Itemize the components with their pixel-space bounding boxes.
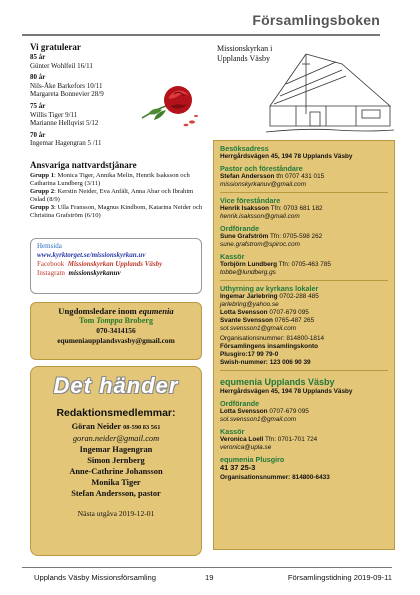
ordforande-email[interactable]: sune.grafstrom@spiroc.com: [220, 241, 301, 248]
member-name: Göran Neider: [71, 422, 122, 431]
member-phone: 08-590 83 561: [123, 424, 161, 431]
birthday-age: 75 år: [30, 101, 46, 110]
facebook-label: Facebook: [37, 260, 65, 268]
redaktion-heading: Redaktionsmedlemmar:: [56, 407, 176, 419]
divider: [220, 192, 388, 193]
birthday-name: Ingemar Hagengran 5 /11: [30, 139, 102, 148]
page-number: 19: [205, 573, 214, 582]
uthyrning-phone: 0765-487 265: [272, 317, 315, 324]
group-text: : Ulla Fransson, Magnus Kindbom, Katarina Neider och Christina Grafström (6/10): [30, 204, 203, 219]
ungdom-email[interactable]: equmeniaupplandsvasby@gmail.com: [57, 336, 175, 345]
equmenia-address: Herrgårdsvägen 45, 194 78 Upplands Väsby: [220, 388, 353, 395]
pastor-name: Stefan Andersson: [220, 173, 275, 180]
equmenia-ordforande-heading: Ordförande: [220, 399, 260, 408]
equmenia-ordforande-email[interactable]: sol.svensson1@gmail.com: [220, 416, 297, 423]
besok-address: Herrgårdsvägen 45, 194 78 Upplands Väsby: [220, 153, 353, 160]
ungdomsledare-box: [30, 302, 202, 360]
birthday-age: 85 år: [30, 53, 46, 61]
vice-heading: Vice föreståndare: [220, 196, 281, 205]
group-label: Grupp 3: [30, 204, 55, 211]
equmenia-kassor-name: Veronica Loell: [220, 436, 264, 443]
instagram-label: Instagram: [37, 269, 65, 277]
birthday-age: 70 år: [30, 130, 46, 139]
uthyrning-heading: Uthyrning av kyrkans lokaler: [220, 284, 319, 293]
divider: [220, 280, 388, 281]
besok-heading: Besöksadress: [220, 144, 269, 153]
instagram-line[interactable]: [37, 269, 195, 278]
org-number: Organisationsnummer: 814800-1814: [220, 335, 325, 342]
ungdom-title-prefix: Ungdomsledare inom: [58, 306, 139, 316]
nattvard-heading: Ansvariga nattvardstjänare: [30, 160, 137, 170]
redaktion-email[interactable]: goran.neider@gmail.com: [72, 434, 160, 443]
pastor-email[interactable]: missionskyrkanuv@gmail.com: [220, 181, 307, 188]
ordforande-name: Sune Grafström: [220, 233, 269, 240]
footer-divider: [22, 567, 392, 568]
uthyrning-phone: 0707-679 095: [267, 309, 309, 316]
uthyrning-name: Ingemar Jarlebring: [220, 293, 278, 300]
ungdom-first-name: Tom: [79, 316, 97, 325]
ordforande-heading: Ordförande: [220, 224, 260, 233]
uthyrning-contact: [220, 317, 388, 325]
equmenia-ordforande-phone: 0707-679 095: [267, 408, 309, 415]
instagram-value: missionskyrkanuv: [68, 269, 121, 277]
redaktion-member: Monika Tiger: [91, 478, 141, 487]
uthyrning-name: Lotta Svensson: [220, 309, 268, 316]
equmenia-ordforande-name: Lotta Svensson: [220, 408, 268, 415]
footer-left: Upplands Väsby Missionsförsamling: [34, 573, 156, 582]
det-hander-title: Det händer: [53, 373, 179, 398]
page-header-title: Församlingsboken: [252, 12, 380, 28]
ungdom-name: [31, 316, 201, 326]
group-text: : Kerstin Neider, Eva Anfält, Anna Abar och Ibrahim Oslad (8/9): [30, 188, 194, 203]
uthyrning-email[interactable]: sol.svensson1@gmail.com: [220, 325, 297, 332]
ungdom-nickname: Tomppa: [96, 316, 123, 325]
vice-email[interactable]: henrik.isaksson@gmail.com: [220, 213, 300, 220]
redaktion-list: [31, 421, 201, 499]
nattvard-section: [30, 160, 210, 220]
equmenia-kassor-contact: [220, 436, 388, 444]
equmenia-plusgiro: 41 37 25-3: [220, 463, 256, 472]
birthday-name: Margareta Bonnevier 28/9: [30, 90, 104, 99]
kassor-contact: [220, 261, 388, 269]
vice-contact: [220, 205, 388, 213]
insamling-heading: Församlingens insamlingskonto: [220, 343, 319, 350]
group-label: Grupp 2: [30, 188, 55, 195]
birthday-group: [30, 53, 200, 70]
vice-name: Henrik Isaksson: [220, 205, 270, 212]
plusgiro: Plusgiro:17 99 79-0: [220, 351, 279, 358]
uthyrning-contact: [220, 309, 388, 317]
nattvard-group: [30, 204, 210, 220]
gratulerar-heading: Vi gratulerar: [30, 42, 81, 52]
equmenia-kassor-email[interactable]: veronica@upla.se: [220, 444, 272, 451]
equmenia-kassor-heading: Kassör: [220, 427, 245, 436]
equmenia-heading: equmenia Upplands Väsby: [220, 377, 335, 387]
ordforande-phone: Tfn: 0705-598 262: [268, 233, 323, 240]
kassor-phone: Tfn: 0705-463 785: [277, 261, 331, 268]
equmenia-plusgiro-heading: equmenia Plusgiro: [220, 455, 285, 464]
birthday-group: [30, 131, 200, 148]
birthday-name: Nils-Åke Barkefors 10/11: [30, 81, 103, 90]
kassor-email[interactable]: tobbe@lundberg.gs: [220, 269, 276, 276]
uthyrning-phone: 0702-288 485: [277, 293, 319, 300]
nattvard-group: [30, 188, 210, 204]
church-drawing: [266, 44, 394, 136]
birthday-name: Willis Tiger 9/11: [30, 110, 78, 119]
redaktion-member: Simon Jernberg: [87, 456, 145, 465]
vice-phone: Tfn: 0703 681 182: [269, 205, 323, 212]
redaktion-member: Ingemar Hagengran: [79, 445, 153, 454]
contact-info-box: [213, 140, 395, 550]
redaktion-member: Stefan Andersson, pastor: [71, 489, 161, 498]
facebook-value: Missionskyrkan Upplands Väsby: [67, 260, 163, 268]
facebook-line[interactable]: [37, 260, 195, 269]
uthyrning-name: Svante Svensson: [220, 317, 273, 324]
homepage-link[interactable]: www.kyrktorget.se/missionskyrkan.uv: [37, 251, 146, 259]
equmenia-kassor-phone: Tfn: 0701-701 724: [263, 436, 318, 443]
birthday-age: 80 år: [30, 73, 46, 82]
next-issue: Nästa utgåva 2019-12-01: [77, 509, 155, 518]
ungdom-last-name: Broberg: [122, 316, 153, 325]
swish-number: Swish-nummer: 123 006 90 39: [220, 359, 311, 366]
kassor-heading: Kassör: [220, 252, 245, 261]
ordforande-contact: [220, 233, 388, 241]
pastor-heading: Pastor och föreståndare: [220, 164, 303, 173]
ungdom-phone: 070-3414156: [96, 326, 136, 335]
uthyrning-email[interactable]: jarlebring@yahoo.se: [220, 301, 279, 308]
church-caption: Missionskyrkan i Upplands Väsby: [217, 44, 273, 63]
pastor-phone: tfn 0707 431 015: [274, 173, 325, 180]
group-text: : Monica Tiger, Annika Melin, Henrik Isaksson och Catharina Lundberg (3/11): [30, 172, 190, 187]
equmenia-org-number: Organisationsnummer: 814800-6433: [220, 474, 330, 481]
birthday-name: Günter Wohlfeil 16/11: [30, 61, 93, 70]
redaktion-member: [31, 421, 201, 433]
birthday-name: Marianne Hellqvist 5/12: [30, 119, 99, 128]
det-hander-box: [30, 366, 202, 556]
pastor-contact: [220, 173, 388, 181]
hemsida-label: Hemsida: [37, 242, 62, 250]
kassor-name: Torbjörn Lundberg: [220, 261, 278, 268]
rose-illustration: [138, 78, 202, 128]
footer-right: Församlingstidning 2019-09-11: [287, 573, 392, 582]
redaktion-member: Anne-Cathrine Johansson: [69, 467, 163, 476]
nattvard-group: [30, 172, 210, 188]
uthyrning-contact: [220, 293, 388, 301]
divider: [220, 370, 388, 371]
header-divider: [22, 34, 380, 36]
ungdom-title: [31, 306, 201, 316]
ungdom-title-org: equmenia: [138, 306, 174, 316]
group-label: Grupp 1: [30, 172, 55, 179]
equmenia-ordforande-contact: [220, 408, 388, 416]
links-box: [30, 238, 202, 294]
